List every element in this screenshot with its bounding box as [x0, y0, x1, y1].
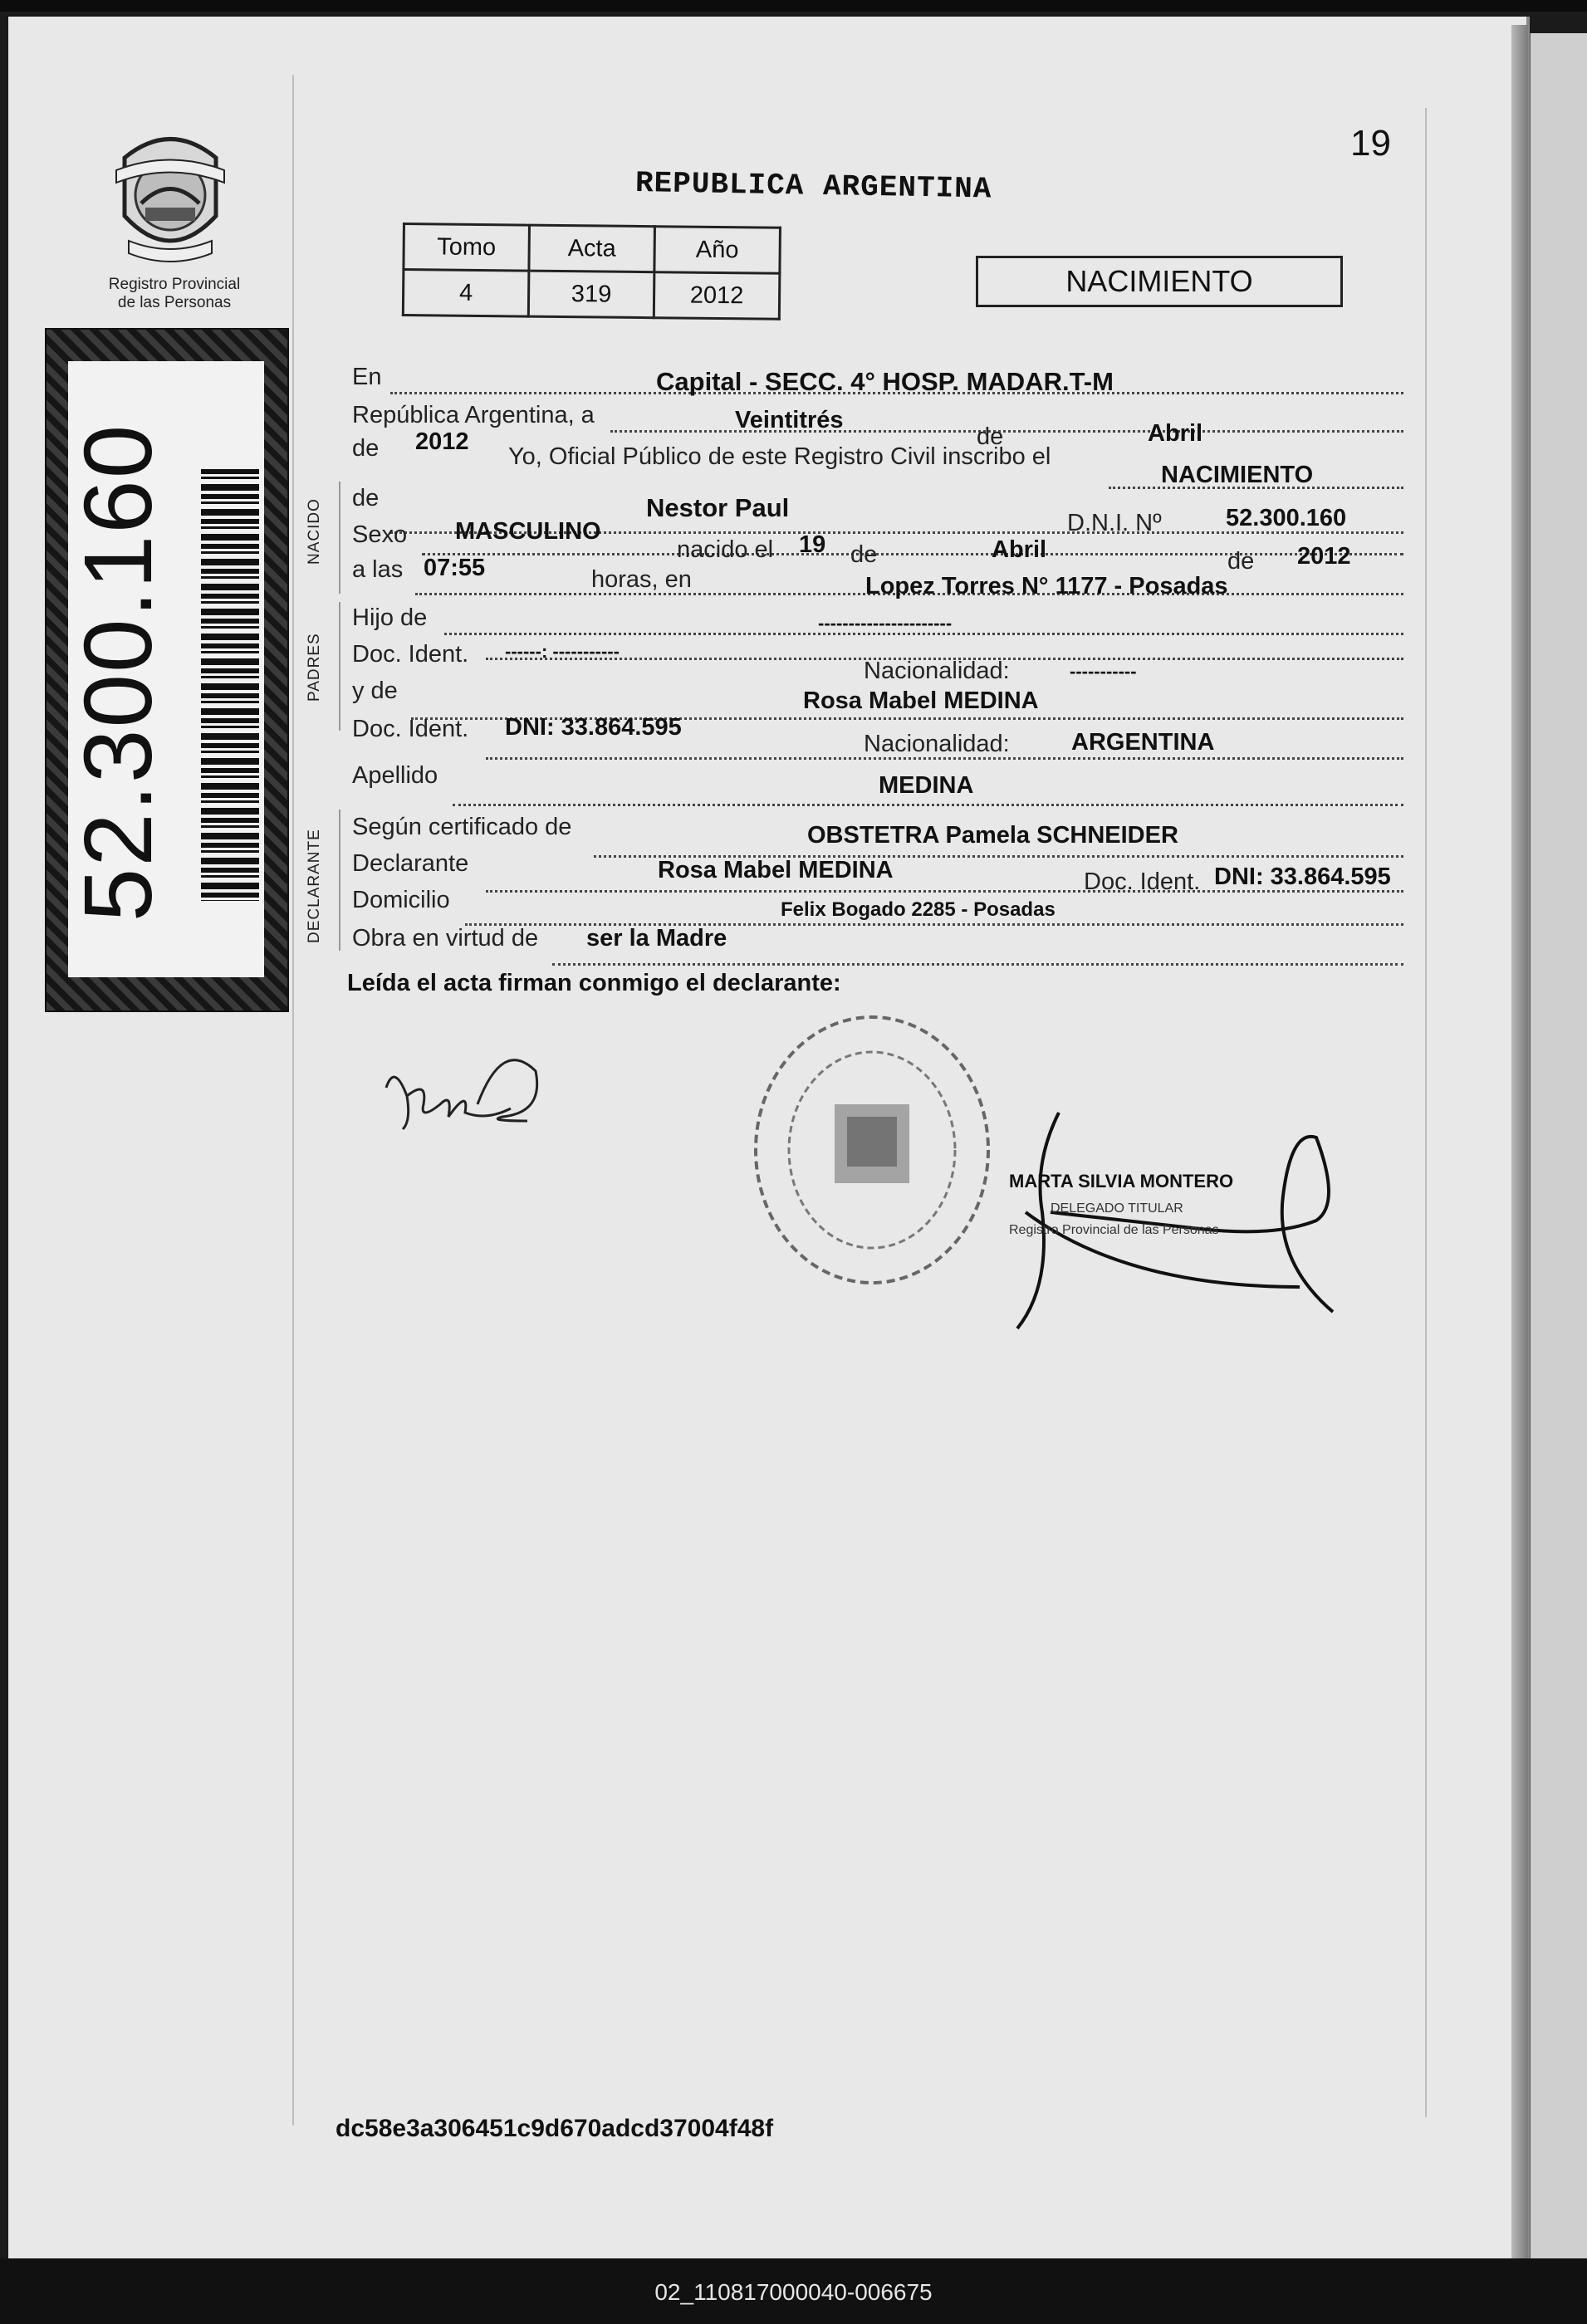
segun-label: Según certificado de [352, 814, 572, 840]
mother-doc-label: Doc. Ident. [352, 716, 469, 742]
y-de-label: y de [352, 678, 398, 704]
obra-dotted-line [552, 963, 1403, 966]
registry-caption: Registro Provincial de las Personas [108, 276, 241, 311]
en-value: Capital - SECC. 4° HOSP. MADAR.T-M [656, 367, 1114, 396]
table-row [403, 270, 780, 320]
republica-dotted-line [610, 430, 1403, 433]
adjacent-page-edge [1528, 33, 1587, 2292]
padres-side-label: PADRES [306, 633, 323, 702]
mother-doc-value: DNI: 33.864.595 [505, 714, 682, 741]
table-header-cell: Acta [529, 225, 655, 272]
mother-nacionalidad-label: Nacionalidad: [864, 731, 1010, 757]
father-doc-value: ------: ----------- [505, 641, 620, 662]
segun-value: OBSTETRA Pamela SCHNEIDER [807, 822, 1178, 849]
en-label: En [352, 364, 382, 390]
birth-day-value: 19 [799, 531, 826, 558]
birth-year-value: 2012 [1297, 543, 1351, 570]
obra-value: ser la Madre [586, 925, 727, 952]
domicilio-value: Felix Bogado 2285 - Posadas [781, 898, 1056, 921]
a-las-label: a las [352, 556, 404, 583]
dni-label: D.N.I. Nº [1067, 510, 1162, 536]
document-title: REPUBLICA ARGENTINA [634, 166, 992, 207]
record-index-table [402, 223, 781, 320]
barcode-number: 52.300.160 [64, 423, 172, 922]
name-de-label: de [352, 485, 380, 511]
record-type-box: NACIMIENTO [976, 256, 1343, 307]
father-value: ---------------------- [818, 613, 953, 634]
month-value: Abril [1148, 420, 1203, 447]
father-nac-value: ----------- [1070, 661, 1137, 682]
declarante-section-line [339, 810, 340, 951]
official-signature [1001, 1096, 1349, 1345]
child-name-value: Nestor Paul [646, 493, 790, 522]
right-margin-line [1425, 108, 1427, 2117]
sexo-dotted-line [422, 553, 1403, 555]
nacido-el-label: nacido el [677, 536, 774, 563]
sexo-label: Sexo [352, 521, 408, 548]
page-edge-shadow [1511, 25, 1528, 2258]
declarante-doc-value: DNI: 33.864.595 [1214, 864, 1391, 890]
table-cell: 319 [528, 271, 654, 318]
mother-value: Rosa Mabel MEDINA [803, 687, 1039, 714]
de-label: de [977, 423, 1004, 450]
declarante-signature [378, 1038, 561, 1162]
inscribo-value: NACIMIENTO [1161, 462, 1314, 488]
declarante-side-label: DECLARANTE [306, 829, 323, 943]
table-cell: 4 [403, 270, 529, 317]
id-barcode-panel [45, 328, 289, 1012]
father-nacionalidad-label: Nacionalidad: [864, 658, 1010, 684]
apellido-dotted-line [453, 804, 1403, 806]
scan-border-top [0, 0, 1587, 12]
domicilio-label: Domicilio [352, 887, 450, 913]
page-number: 19 [1350, 123, 1391, 164]
horas-en-label: horas, en [591, 566, 692, 593]
official-title: DELEGADO TITULAR [1051, 1201, 1183, 1216]
official-office: Registro Provincial de las Personas [1009, 1223, 1219, 1237]
scan-filename: 02_110817000040-006675 [654, 2279, 933, 2305]
oficial-text: Yo, Oficial Público de este Registro Civil inscribo el [508, 443, 1051, 470]
declarante-value: Rosa Mabel MEDINA [658, 857, 894, 883]
sexo-value: MASCULINO [455, 518, 601, 545]
barcode-label [64, 361, 264, 977]
de4-label: de [1227, 548, 1255, 575]
left-margin-line [292, 75, 294, 2126]
declarante-doc-label: Doc. Ident. [1084, 868, 1201, 895]
declarante-label: Declarante [352, 850, 469, 877]
birth-place-value: Lopez Torres N° 1177 - Posadas [865, 573, 1228, 599]
day-value: Veintitrés [735, 407, 844, 433]
dni-value: 52.300.160 [1226, 505, 1347, 531]
nacido-side-label: NACIDO [306, 498, 323, 565]
table-header-row [404, 224, 781, 274]
year-value: 2012 [415, 428, 469, 455]
apellido-label: Apellido [352, 762, 438, 789]
closing-statement: Leída el acta firman conmigo el declarante: [347, 970, 841, 996]
barcode-bars [201, 469, 259, 901]
de2-label: de [352, 435, 380, 462]
father-doc-label: Doc. Ident. [352, 641, 469, 668]
birth-time-value: 07:55 [424, 555, 486, 581]
mother-nac-value: ARGENTINA [1071, 729, 1215, 756]
misiones-seal-logo [108, 125, 233, 266]
official-name: MARTA SILVIA MONTERO [1009, 1171, 1234, 1191]
hijo-de-label: Hijo de [352, 604, 428, 631]
obra-label: Obra en virtud de [352, 925, 539, 952]
republica-label: República Argentina, a [352, 402, 595, 428]
nacido-section-line [339, 482, 340, 594]
birth-month-value: Abril [992, 536, 1047, 563]
official-stamp [739, 996, 1005, 1304]
table-header-cell: Año [654, 227, 781, 274]
table-header-cell: Tomo [404, 224, 530, 272]
de3-label: de [850, 541, 878, 568]
table-cell: 2012 [654, 272, 780, 320]
document-hash: dc58e3a306451c9d670adcd37004f48f [336, 2115, 774, 2142]
apellido-value: MEDINA [879, 772, 974, 799]
padres-section-line [339, 602, 340, 731]
